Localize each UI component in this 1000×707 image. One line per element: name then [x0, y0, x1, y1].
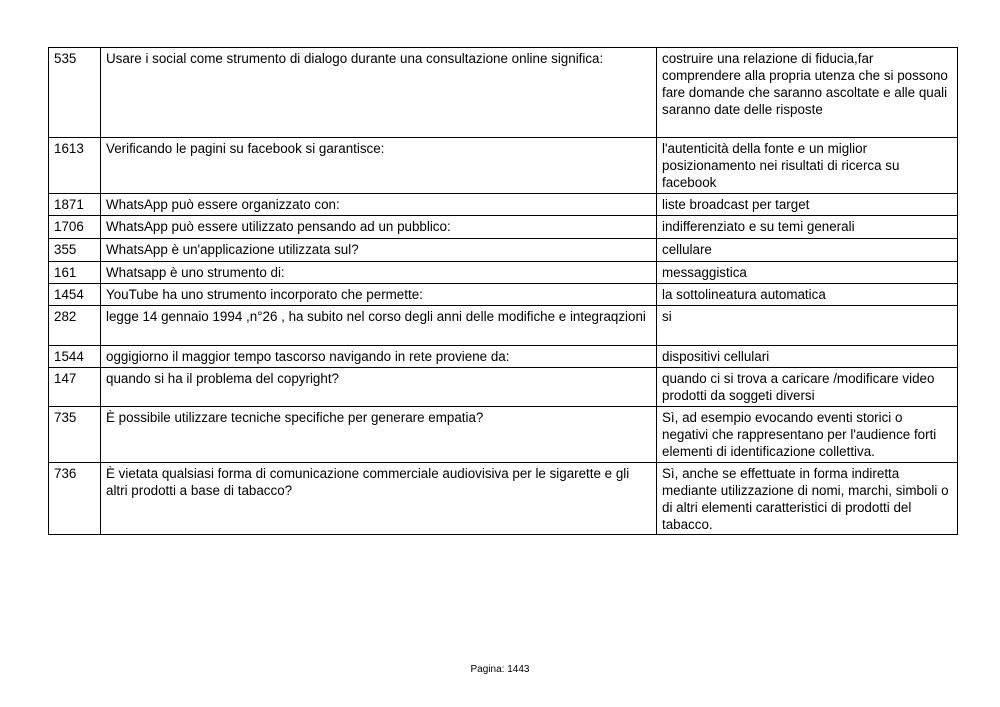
table-row	[49, 48, 958, 138]
row-question: WhatsApp è un'applicazione utilizzata sul?	[101, 239, 657, 262]
row-answer: quando ci si trova a caricare /modificare video prodotti da soggeti diversi	[657, 368, 958, 407]
table-row	[49, 138, 958, 194]
table-row	[49, 284, 958, 306]
table-row	[49, 346, 958, 368]
row-question: Verificando le pagini su facebook si garantisce:	[101, 138, 657, 194]
row-question: Usare i social come strumento di dialogo durante una consultazione online significa:	[101, 48, 657, 138]
row-question: YouTube ha uno strumento incorporato che permette:	[101, 284, 657, 306]
row-answer: dispositivi cellulari	[657, 346, 958, 368]
row-answer: si	[657, 306, 958, 346]
row-id: 282	[49, 306, 101, 346]
row-id: 161	[49, 262, 101, 284]
table-row	[49, 239, 958, 262]
row-question: Whatsapp è uno strumento di:	[101, 262, 657, 284]
row-id: 355	[49, 239, 101, 262]
row-question: quando si ha il problema del copyright?	[101, 368, 657, 407]
row-id: 1454	[49, 284, 101, 306]
row-answer: cellulare	[657, 239, 958, 262]
row-id: 1871	[49, 194, 101, 216]
row-answer: l'autenticità della fonte e un miglior posizionamento nei risultati di ricerca su facebook	[657, 138, 958, 194]
table-row	[49, 262, 958, 284]
row-question: legge 14 gennaio 1994 ,n°26 , ha subito nel corso degli anni delle modifiche e integraqzioni	[101, 306, 657, 346]
row-question: WhatsApp può essere utilizzato pensando ad un pubblico:	[101, 216, 657, 239]
row-answer: liste broadcast per target	[657, 194, 958, 216]
table-row	[49, 216, 958, 239]
row-id: 147	[49, 368, 101, 407]
table-row	[49, 306, 958, 346]
row-id: 736	[49, 463, 101, 535]
row-answer: Sì, ad esempio evocando eventi storici o negativi che rappresentano per l'audience forti elementi di identificazione collettiva.	[657, 407, 958, 463]
table-row	[49, 194, 958, 216]
row-question: oggigiorno il maggior tempo tascorso navigando in rete proviene da:	[101, 346, 657, 368]
row-answer: indifferenziato e su temi generali	[657, 216, 958, 239]
row-id: 1544	[49, 346, 101, 368]
row-answer: costruire una relazione di fiducia,far comprendere alla propria utenza che si possono fare domande che saranno ascoltate e alle quali saranno date delle risposte	[657, 48, 958, 138]
row-id: 1613	[49, 138, 101, 194]
row-question: È possibile utilizzare tecniche specifiche per generare empatia?	[101, 407, 657, 463]
qa-table	[48, 47, 958, 535]
row-answer: Sì, anche se effettuate in forma indiretta mediante utilizzazione di nomi, marchi, simboli o di altri elementi caratteristici di prodotti del tabacco.	[657, 463, 958, 535]
qa-table-body	[49, 48, 958, 535]
table-row	[49, 463, 958, 535]
row-id: 1706	[49, 216, 101, 239]
row-answer: la sottolineatura automatica	[657, 284, 958, 306]
row-id: 735	[49, 407, 101, 463]
table-row	[49, 407, 958, 463]
row-question: WhatsApp può essere organizzato con:	[101, 194, 657, 216]
table-row	[49, 368, 958, 407]
row-answer: messaggistica	[657, 262, 958, 284]
row-id: 535	[49, 48, 101, 138]
row-question: È vietata qualsiasi forma di comunicazione commerciale audiovisiva per le sigarette e gli altri prodotti a base di tabacco?	[101, 463, 657, 535]
page-number: Pagina: 1443	[470, 664, 530, 675]
